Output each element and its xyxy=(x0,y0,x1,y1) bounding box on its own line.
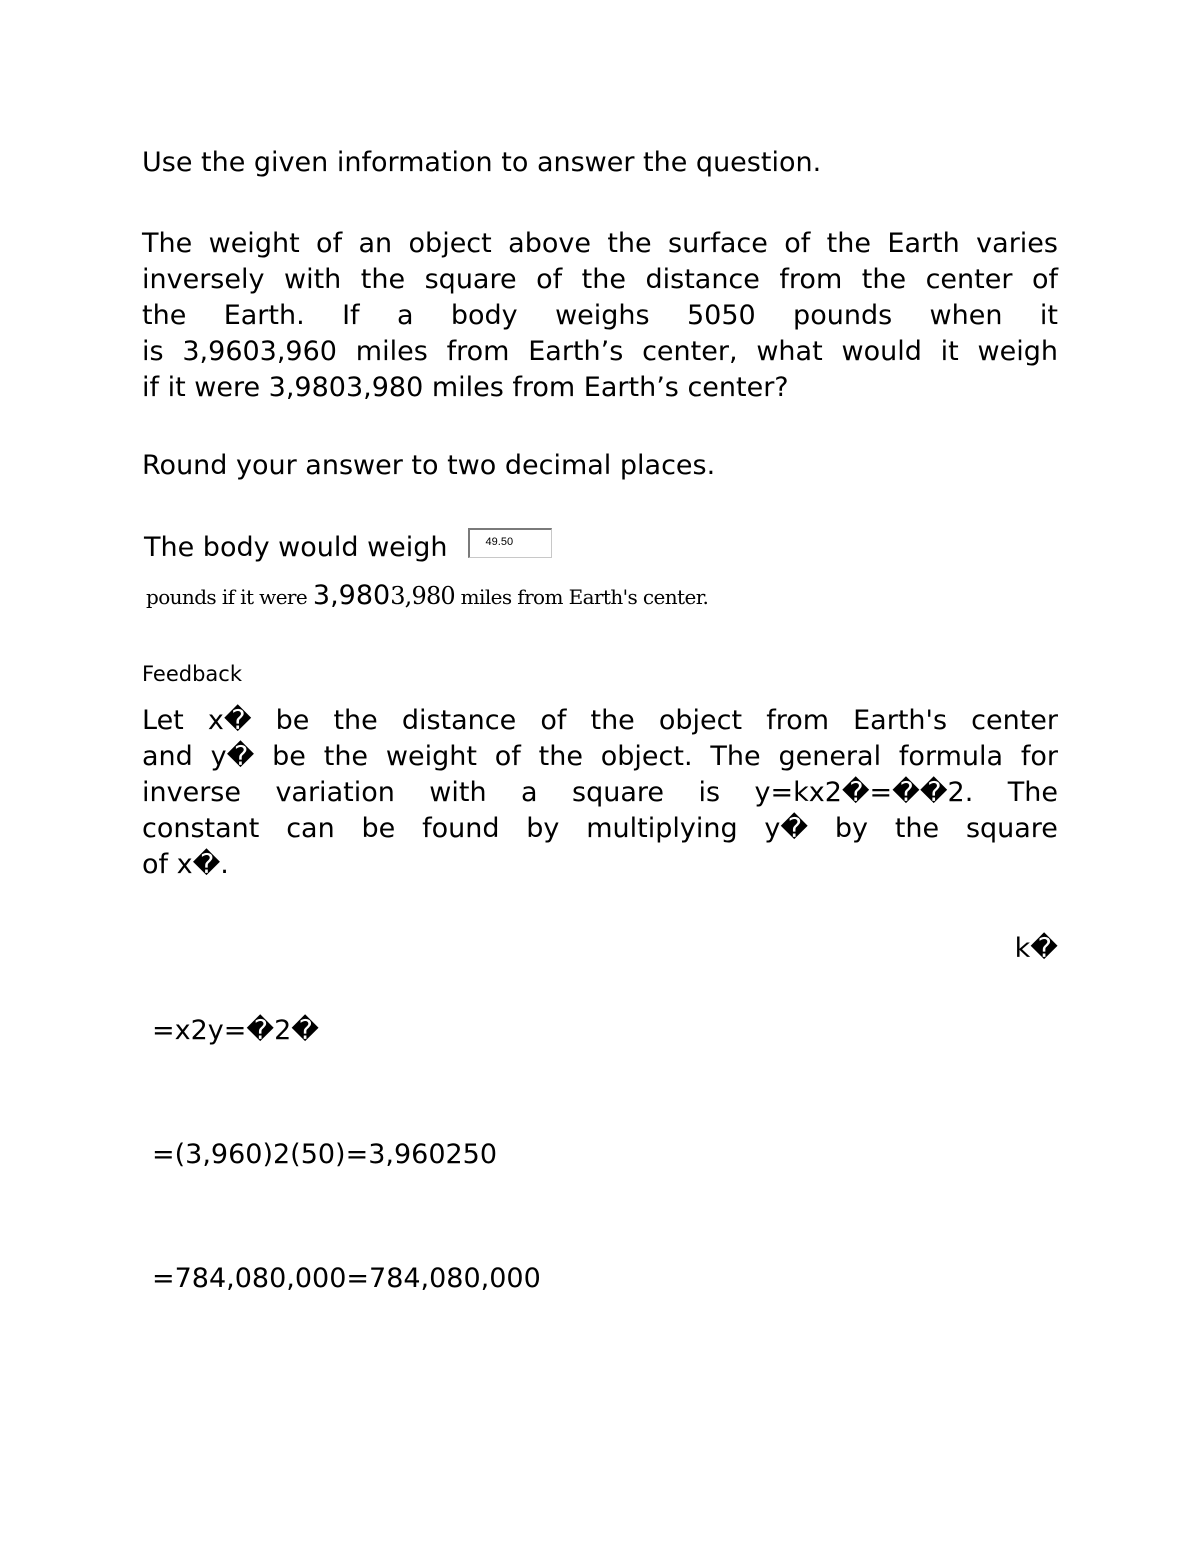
word: by xyxy=(526,813,560,844)
problem-line-1: The weight of an object above the surface of the Earth varies xyxy=(142,228,1058,259)
word: it xyxy=(1039,300,1058,331)
word: If xyxy=(342,300,360,331)
feedback-line-4 xyxy=(142,811,1058,847)
answer-suffix-a: pounds if it were xyxy=(146,585,313,609)
word: with xyxy=(429,777,487,808)
feedback-line-3 xyxy=(142,775,1058,811)
word: distance xyxy=(401,705,517,736)
answer-input[interactable]: 49.50 xyxy=(468,528,552,558)
word: the xyxy=(142,300,187,331)
answer-row xyxy=(144,526,552,566)
word: square xyxy=(965,813,1058,844)
problem-line-3 xyxy=(142,298,1058,334)
document-page xyxy=(142,0,1058,1553)
equation-line-3: =784,080,000=784,080,000 xyxy=(152,1263,541,1294)
word: Let x� be xyxy=(142,705,310,736)
equation-line-1: =x2y=�2� xyxy=(152,1015,319,1046)
feedback-line-2: and y� be the weight of the object. The general formula for xyxy=(142,741,1058,772)
word: when xyxy=(929,300,1003,331)
word: weighs 5050 pounds xyxy=(555,300,893,331)
word: the xyxy=(333,705,378,736)
word: object xyxy=(658,705,743,736)
word: multiplying xyxy=(586,813,738,844)
word: Earth's xyxy=(853,705,948,736)
word: a xyxy=(521,777,538,808)
answer-suffix-b: miles from Earth's center. xyxy=(454,585,709,609)
word: Earth. xyxy=(223,300,305,331)
word: be xyxy=(361,813,396,844)
word: variation xyxy=(275,777,395,808)
instruction-text: Use the given information to answer the question. xyxy=(142,147,822,178)
word: is y=kx2�=��2. xyxy=(698,777,974,808)
word: found xyxy=(422,813,500,844)
rounding-note: Round your answer to two decimal places. xyxy=(142,450,716,481)
word: center xyxy=(971,705,1058,736)
answer-suffix-distance: 3,980 xyxy=(312,580,391,611)
feedback-paragraph xyxy=(142,703,1058,883)
feedback-heading: Feedback xyxy=(142,662,243,686)
problem-paragraph xyxy=(142,226,1058,406)
word: of xyxy=(540,705,567,736)
word: from xyxy=(766,705,830,736)
word: body xyxy=(450,300,518,331)
word: The xyxy=(1007,777,1058,808)
word: a xyxy=(396,300,414,331)
word: the xyxy=(894,813,940,844)
feedback-line-1 xyxy=(142,703,1058,739)
word: y� by xyxy=(764,813,868,844)
word: can xyxy=(286,813,335,844)
problem-line-2: inversely with the square of the distance from the center of xyxy=(142,264,1058,295)
word: square xyxy=(572,777,665,808)
constant-k-label: k� xyxy=(1014,933,1058,964)
problem-line-4: is 3,9603,960 miles from Earth’s center, what would it weigh xyxy=(142,336,1058,367)
word: inverse xyxy=(142,777,241,808)
feedback-line-5: of x�. xyxy=(142,849,229,880)
equation-line-2: =(3,960)2(50)=3,960250 xyxy=(152,1139,498,1170)
answer-suffix xyxy=(146,580,708,613)
answer-label: The body would weigh xyxy=(144,532,448,563)
problem-line-5: if it were 3,9803,980 miles from Earth’s center? xyxy=(142,372,789,403)
word: the xyxy=(590,705,635,736)
answer-suffix-distance-repeat: 3,980 xyxy=(390,582,455,610)
word: constant xyxy=(142,813,260,844)
